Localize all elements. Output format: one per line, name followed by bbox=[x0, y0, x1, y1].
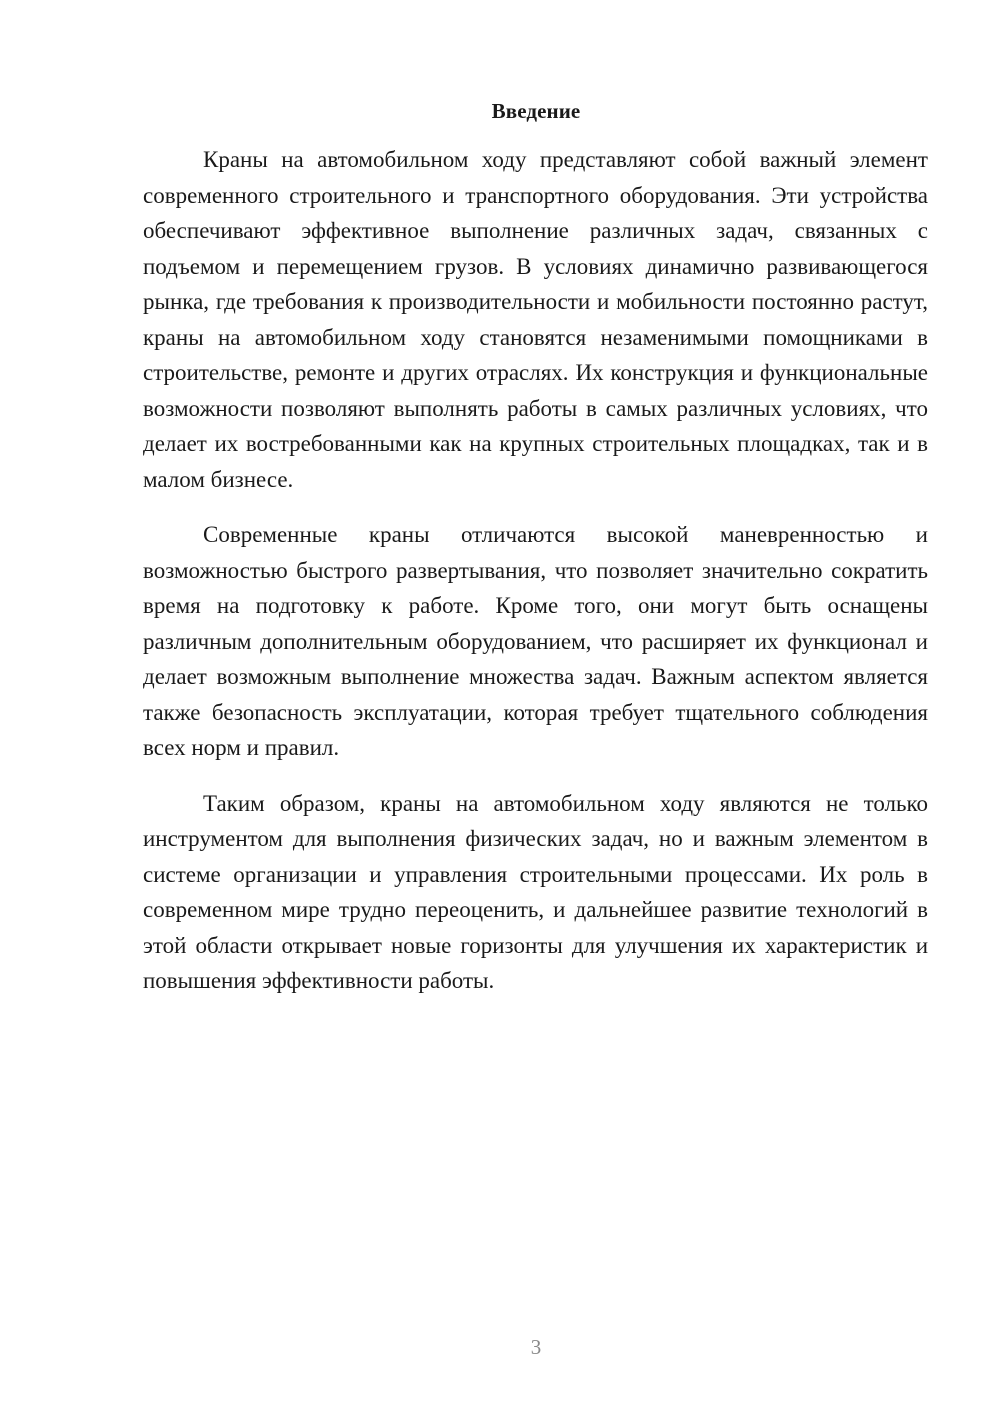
paragraph-3: Таким образом, краны на автомобильном ходу являются не только инструментом для выполнения физических задач, но и важным элементом в системе организации и управления строительными процессами. Их роль в современном мире трудно переоценить, и дальнейшее развитие технологий в этой области открывает новые горизонты для улучшения их характеристик и повышения эффективности работы. bbox=[143, 790, 928, 993]
section-heading: Введение bbox=[491, 99, 581, 123]
paragraph-2: Современные краны отличаются высокой маневренностью и возможностью быстрого развертывания, что позволяет значительно сократить время на подготовку к работе. Кроме того, они могут быть оснащены различным дополнительным оборудованием, что расширяет их функционал и делает возможным выполнение множества задач. Важным аспектом является также безопасность эксплуатации, которая требует тщательного соблюдения всех норм и правил. bbox=[143, 522, 928, 760]
page-number: 3 bbox=[530, 1335, 542, 1359]
paragraph-1: Краны на автомобильном ходу представляют собой важный элемент современного строительного и транспортного оборудования. Эти устройства обеспечивают эффективное выполнение различных задач, связанных с подъемом и перемещением грузов. В условиях динамично развивающегося рынка, где требования к производительности и мобильности постоянно растут, краны на автомобильном ходу становятся незаменимыми помощниками в строительстве, ремонте и других отраслях. Их конструкция и функциональные возможности позволяют выполнять работы в самых различных условиях, что делает их востребованными как на крупных строительных площадках, так и в малом бизнесе. bbox=[143, 147, 928, 492]
body-text bbox=[143, 142, 928, 999]
